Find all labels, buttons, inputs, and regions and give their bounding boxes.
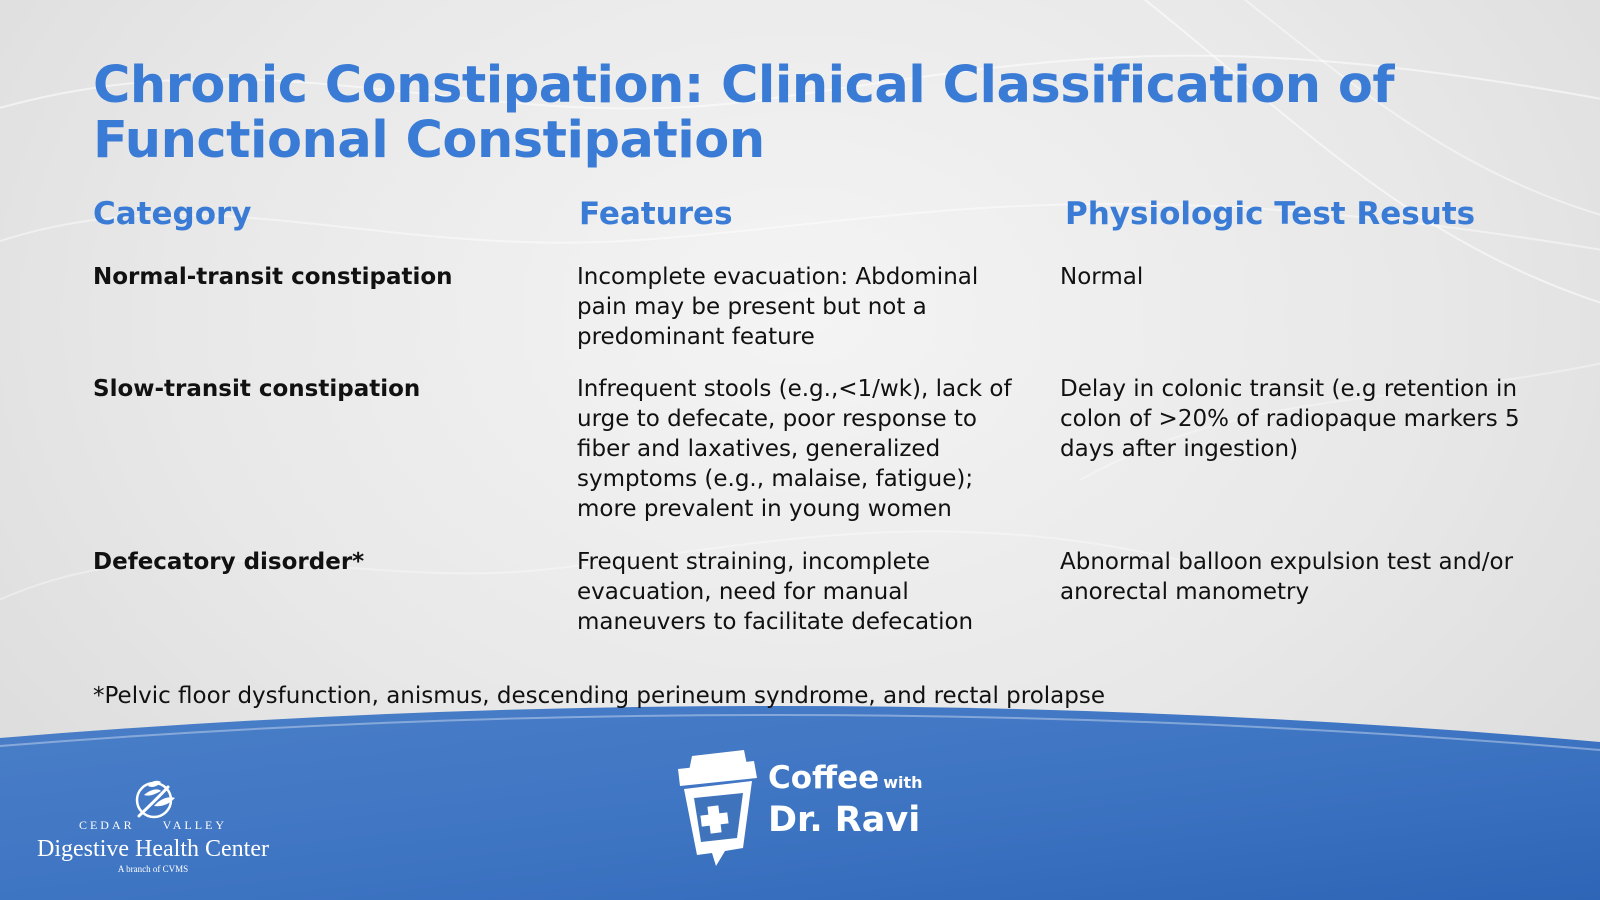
physiologic-tests-column-header: Physiologic Test Resuts [1065, 196, 1476, 232]
host-name: Dr. Ravi [768, 800, 921, 840]
row-category-defecatory-disorder: Defecatory disorder* [93, 549, 365, 575]
slide-title: Chronic Constipation: Clinical Classification of Functional Constipation [93, 56, 1395, 170]
coffee-word: Coffee [768, 760, 880, 796]
table-footnote: *Pelvic floor dysfunction, anismus, descending perineum syndrome, and rectal prolapse [93, 683, 1105, 709]
row-features-normal-transit: Incomplete evacuation: Abdominal pain may be present but not a predominant feature [577, 264, 979, 350]
features-column-header: Features [579, 196, 733, 232]
row-category-slow-transit: Slow-transit constipation [93, 376, 421, 402]
clinic-logo [28, 778, 278, 888]
row-category-normal-transit: Normal-transit constipation [93, 264, 453, 290]
clinic-name-right: VALLEY [162, 818, 228, 832]
coffee-title-line [768, 761, 923, 800]
row-test-results-normal-transit: Normal [1060, 264, 1144, 290]
category-column-header: Category [93, 196, 252, 232]
clinic-name-left: CEDAR [78, 818, 135, 832]
with-word: with [883, 773, 923, 792]
row-test-results-defecatory-disorder: Abnormal balloon expulsion test and/or anorectal manometry [1060, 549, 1514, 605]
row-test-results-slow-transit: Delay in colonic transit (e.g retention in colon of >20% of radiopaque markers 5 days after ingestion) [1060, 376, 1520, 462]
clinic-subtitle: A branch of CVMS [117, 864, 189, 874]
coffee-show-title [768, 761, 923, 840]
row-features-slow-transit: Infrequent stools (e.g.,<1/wk), lack of urge to defecate, poor response to fiber and laxatives, generalized symptoms (e.g., malaise, fatigue); more prevalent in young women [577, 376, 1012, 522]
coffee-cup-medical-cross-icon [670, 744, 770, 872]
row-features-defecatory-disorder: Frequent straining, incomplete evacuation, need for manual maneuvers to facilitate defecation [577, 549, 974, 635]
clinic-title: Digestive Health Center [37, 836, 269, 862]
clinic-name-row [28, 818, 278, 833]
slide-content [93, 56, 1533, 709]
coffee-show-logo [670, 744, 940, 874]
